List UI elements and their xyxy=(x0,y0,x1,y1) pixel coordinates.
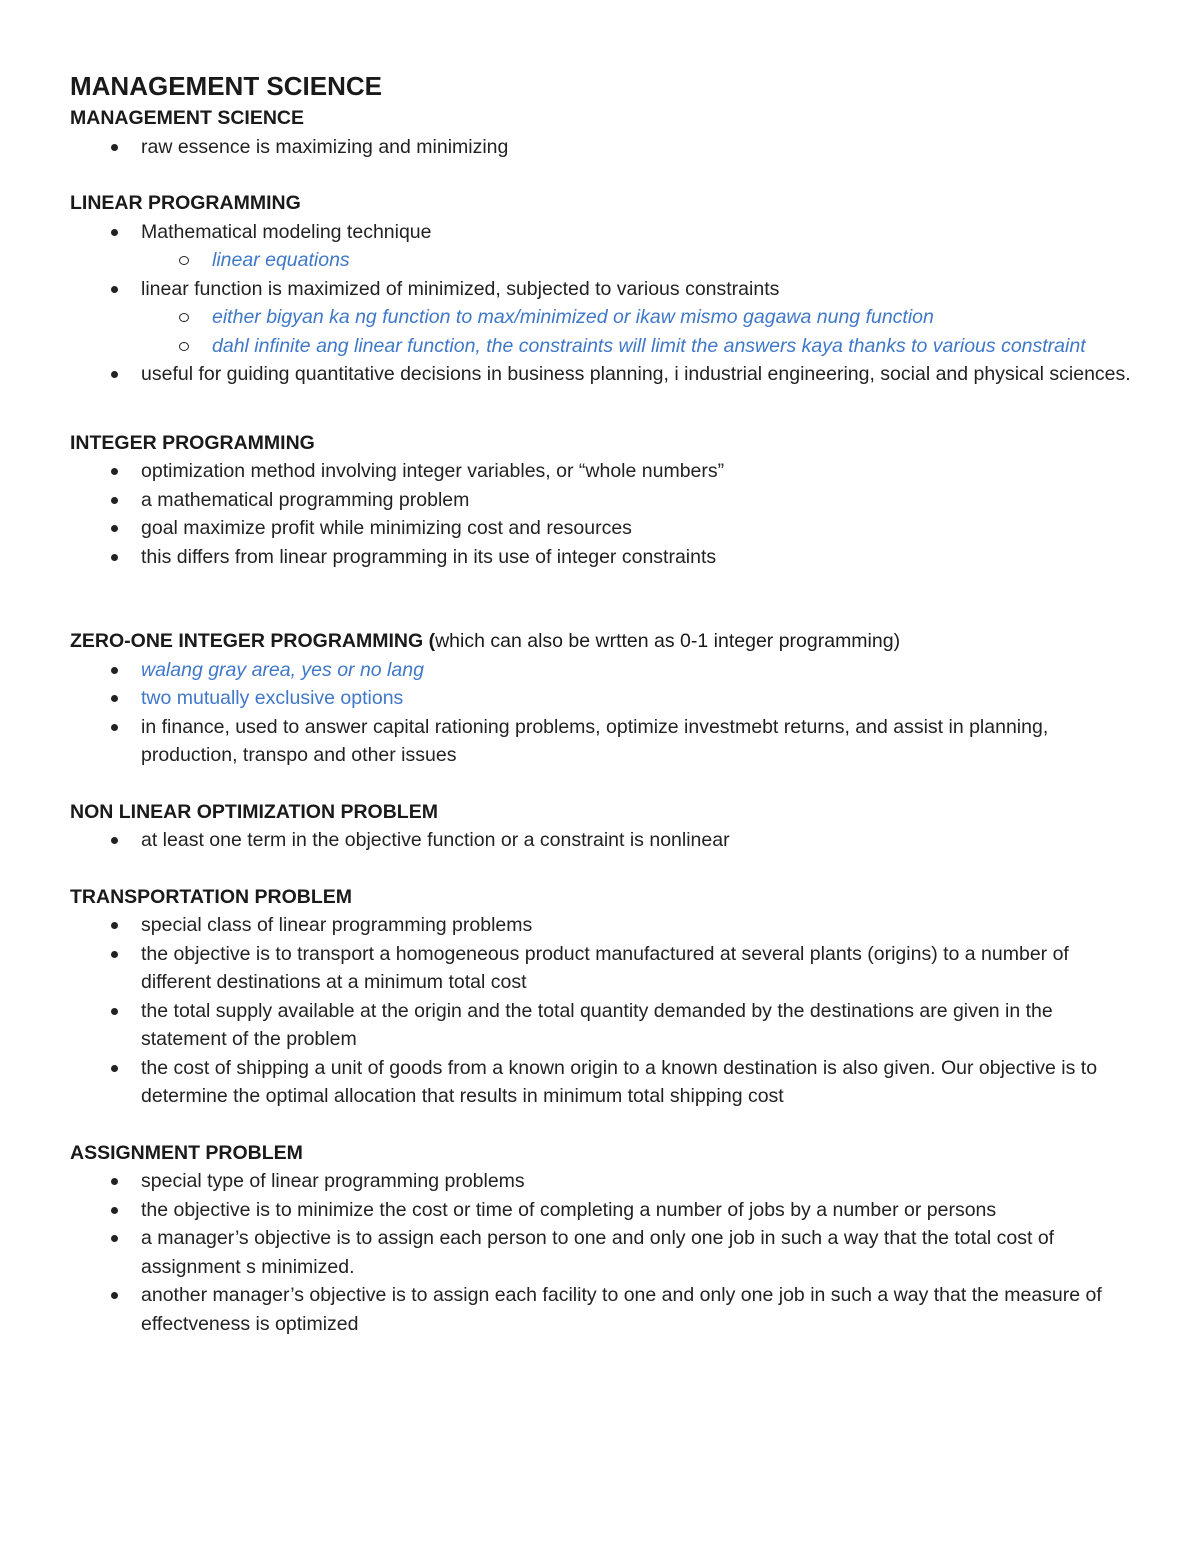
assignment-problem-list xyxy=(70,1167,1140,1338)
list-item: the total supply available at the origin and the total quantity demanded by the destinations are given in the statement of the problem xyxy=(141,997,1140,1054)
section-heading-linear-programming: LINEAR PROGRAMMING xyxy=(70,192,301,214)
zero-one-integer-programming-list xyxy=(70,656,1140,770)
spacer xyxy=(70,161,1140,189)
list-item: the objective is to minimize the cost or time of completing a number of jobs by a number or persons xyxy=(141,1196,1140,1225)
list-item: raw essence is maximizing and minimizing xyxy=(141,133,1140,162)
section-heading-non-linear-optimization: NON LINEAR OPTIMIZATION PROBLEM xyxy=(70,800,438,823)
list-item xyxy=(141,275,1140,361)
sublist xyxy=(141,303,1140,360)
document-title: MANAGEMENT SCIENCE xyxy=(70,71,383,101)
management-science-list xyxy=(70,133,1140,162)
list-item: the objective is to transport a homogeneous product manufactured at several plants (origins) to a number of different destinations at a minimum total cost xyxy=(141,940,1140,997)
section-heading-integer-programming: INTEGER PROGRAMMING xyxy=(70,431,315,454)
list-item: goal maximize profit while minimizing cost and resources xyxy=(141,514,1140,543)
spacer xyxy=(70,855,1140,883)
sublist-item: linear equations xyxy=(212,246,1140,275)
list-item: two mutually exclusive options xyxy=(141,684,1140,713)
list-item: a manager’s objective is to assign each person to one and only one job in such a way that the total cost of assignment s minimized. xyxy=(141,1224,1140,1281)
non-linear-optimization-list xyxy=(70,826,1140,855)
linear-programming-list xyxy=(70,218,1140,389)
list-item: at least one term in the objective function or a constraint is nonlinear xyxy=(141,826,1140,855)
spacer xyxy=(70,389,1140,429)
list-item: in finance, used to answer capital rationing problems, optimize investmebt returns, and assist in planning, production, transpo and other issues xyxy=(141,713,1140,770)
list-item: a mathematical programming problem xyxy=(141,486,1140,515)
spacer xyxy=(70,571,1140,627)
heading-text: ZERO-ONE INTEGER PROGRAMMING ( xyxy=(70,630,436,652)
list-item: special class of linear programming problems xyxy=(141,911,1140,940)
list-item: walang gray area, yes or no lang xyxy=(141,656,1140,685)
section-heading-transportation-problem: TRANSPORTATION PROBLEM xyxy=(70,885,353,908)
list-item-text: Mathematical modeling technique xyxy=(141,220,432,243)
list-item-text: linear function is maximized of minimized, subjected to various constraints xyxy=(141,277,780,300)
list-item: this differs from linear programming in its use of integer constraints xyxy=(141,543,1140,572)
document-page xyxy=(70,68,1140,1338)
integer-programming-list xyxy=(70,457,1140,571)
sublist xyxy=(141,246,1140,275)
list-item: special type of linear programming problems xyxy=(141,1167,1140,1196)
list-item xyxy=(141,218,1140,275)
heading-note: which can also be wrtten as 0-1 integer programming) xyxy=(435,630,901,652)
transportation-problem-list xyxy=(70,911,1140,1111)
list-item: the cost of shipping a unit of goods from a known origin to a known destination is also given. Our objective is to determine the optimal allocation that results in minimum total shipping cost xyxy=(141,1054,1140,1111)
section-heading-assignment-problem: ASSIGNMENT PROBLEM xyxy=(70,1141,303,1164)
list-item: optimization method involving integer variables, or “whole numbers” xyxy=(141,457,1140,486)
section-heading-zero-one-integer-programming xyxy=(70,627,1140,656)
list-item: another manager’s objective is to assign each facility to one and only one job in such a way that the measure of effectveness is optimized xyxy=(141,1281,1140,1338)
sublist-item: dahl infinite ang linear function, the constraints will limit the answers kaya thanks to various constraint xyxy=(212,332,1140,361)
spacer xyxy=(70,1111,1140,1139)
list-item: useful for guiding quantitative decisions in business planning, i industrial engineering, social and physical sciences. xyxy=(141,360,1140,389)
sublist-item: either bigyan ka ng function to max/minimized or ikaw mismo gagawa nung function xyxy=(212,303,1140,332)
spacer xyxy=(70,770,1140,798)
section-heading-management-science: MANAGEMENT SCIENCE xyxy=(70,107,305,129)
